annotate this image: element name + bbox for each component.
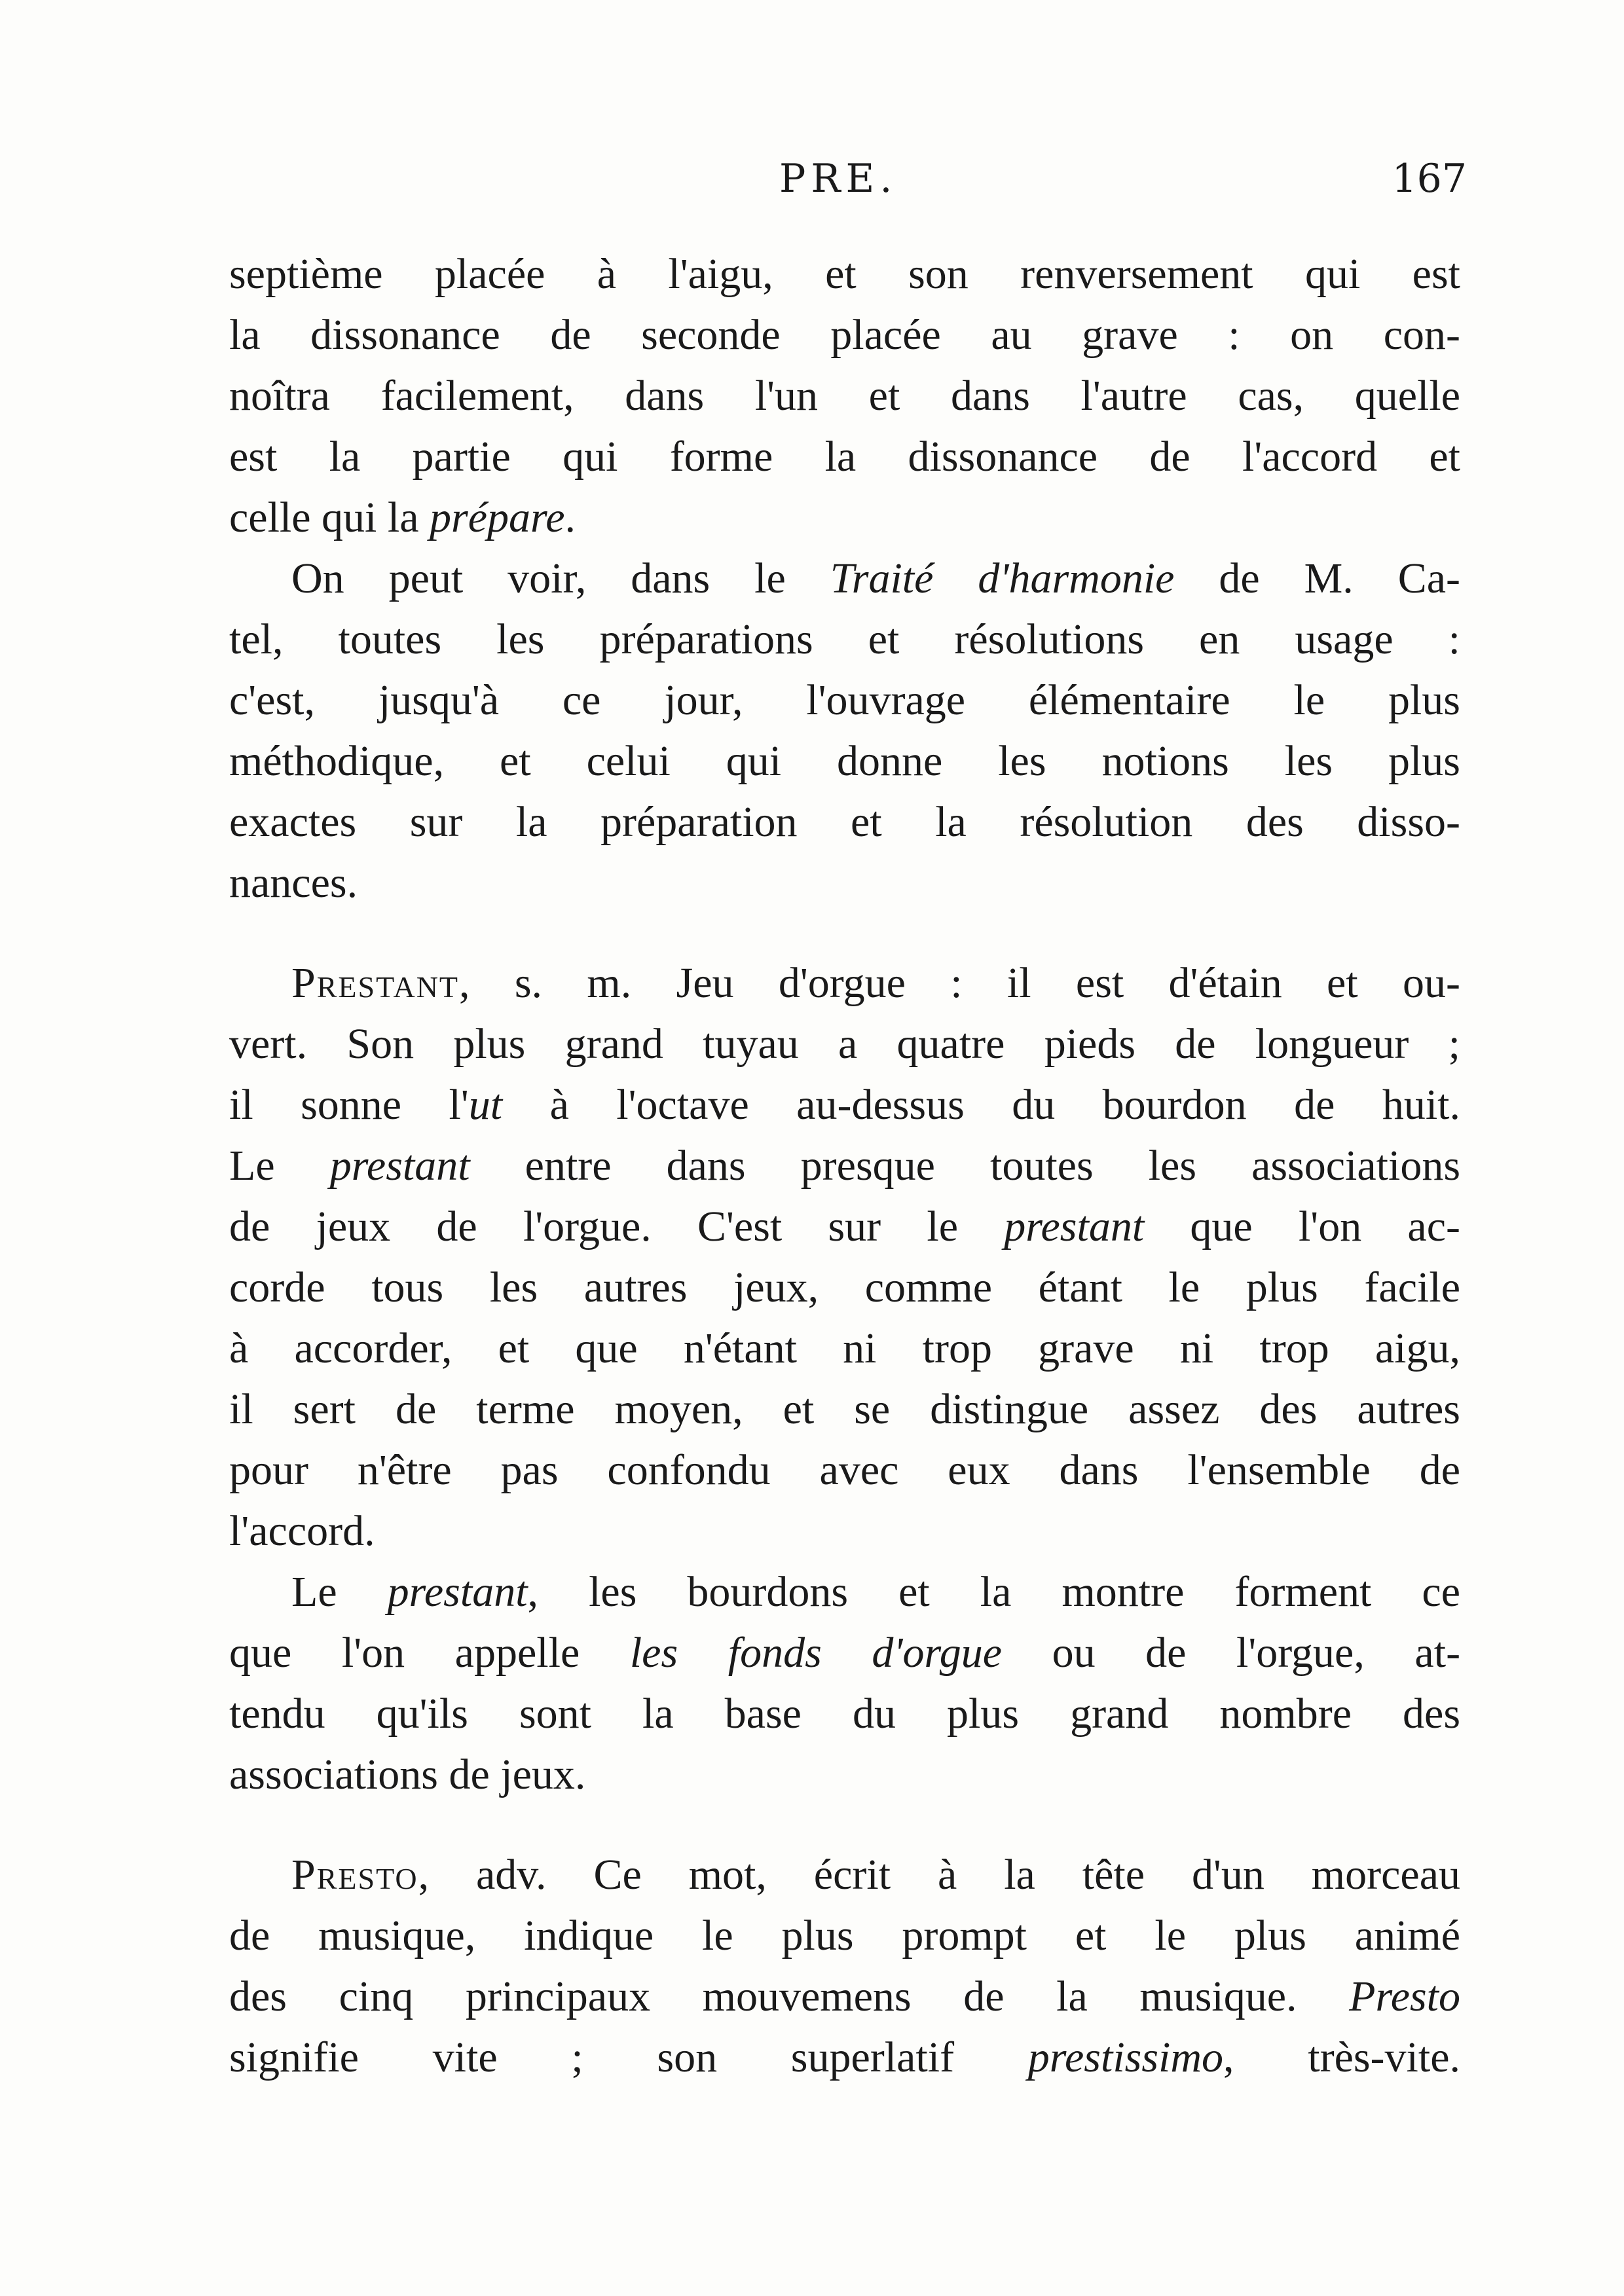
paragraph-catel <box>229 548 1460 913</box>
text-fragment: il sonne l' <box>229 1081 469 1129</box>
text-line: c'est, jusqu'à ce jour, l'ouvrage élémentaire le plus <box>229 676 1460 724</box>
page-number: 167 <box>1392 156 1467 202</box>
entry-term: Presto <box>291 1851 418 1899</box>
text-line <box>229 1135 1460 1196</box>
text-line: noîtra facilement, dans l'un et dans l'autre cas, quelle <box>229 372 1460 420</box>
text-line <box>229 487 1460 548</box>
text-line: tendu qu'ils sont la base du plus grand nombre des <box>229 1690 1460 1738</box>
text-line <box>229 1622 1460 1683</box>
italic-word: prestissimo <box>1027 2033 1224 2081</box>
text-line <box>229 953 1460 1013</box>
text-line: associations de jeux. <box>229 1751 586 1798</box>
text-fragment: de jeux de l'orgue. C'est sur le <box>229 1203 959 1250</box>
text-line: septième placée à l'aigu, et son renversement qui est <box>229 250 1460 298</box>
text-line: à accorder, et que n'étant ni trop grave ni trop aigu, <box>229 1324 1460 1372</box>
text-fragment: entre dans presque toutes les associations <box>525 1142 1461 1190</box>
text-line: de musique, indique le plus prompt et le plus animé <box>229 1912 1460 1959</box>
entry-separator <box>229 1805 1460 1844</box>
text-fragment: On peut voir, dans le <box>291 555 786 602</box>
entry-term: Prestant <box>291 959 460 1007</box>
entry-prestant <box>229 953 1460 1561</box>
text-line: est la partie qui forme la dissonance de l'accord et <box>229 433 1460 481</box>
text-line: nances. <box>229 859 358 907</box>
italic-word: prestant <box>1004 1203 1145 1250</box>
text-line <box>229 1196 1460 1257</box>
text-fragment: Le <box>229 1142 275 1190</box>
text-line: méthodique, et celui qui donne les notions les plus <box>229 737 1460 785</box>
page-header <box>223 156 1467 215</box>
text-line <box>229 1561 1460 1622</box>
text-line: l'accord. <box>229 1507 375 1555</box>
text-line <box>229 1966 1460 2027</box>
text-line <box>229 1074 1460 1135</box>
text-line <box>229 1844 1460 1905</box>
text-line: corde tous les autres jeux, comme étant le plus facile <box>229 1264 1460 1311</box>
paragraph-continuation <box>229 244 1460 548</box>
italic-title: Traité d'harmonie <box>830 555 1175 602</box>
text-line: vert. Son plus grand tuyau a quatre pieds de longueur ; <box>229 1020 1460 1068</box>
text-line: la dissonance de seconde placée au grave : on con- <box>229 311 1460 359</box>
entry-separator <box>229 913 1460 953</box>
text-fragment: signifie vite ; son superlatif <box>229 2033 955 2081</box>
text-fragment: , très-vite. <box>1223 2033 1461 2081</box>
entry-presto <box>229 1844 1460 2088</box>
italic-word: ut <box>468 1081 503 1129</box>
italic-word: prestant <box>329 1142 470 1190</box>
text-line: tel, toutes les préparations et résolutions en usage : <box>229 615 1460 663</box>
text-line: pour n'être pas confondu avec eux dans l'ensemble de <box>229 1446 1460 1494</box>
italic-word: Presto <box>1349 1973 1461 2020</box>
text-fragment: de M. Ca- <box>1219 555 1461 602</box>
running-head: PRE. <box>779 156 898 202</box>
text-fragment: à l'octave au-dessus du bourdon de huit. <box>549 1081 1461 1129</box>
text-fragment: celle qui la <box>229 494 419 541</box>
text-line: exactes sur la préparation et la résolution des disso- <box>229 798 1460 846</box>
text-line: il sert de terme moyen, et se distingue assez des autres <box>229 1385 1460 1433</box>
text-fragment: ou de l'orgue, at- <box>1052 1629 1461 1677</box>
text-fragment: Le <box>291 1568 337 1616</box>
text-fragment: , adv. Ce mot, écrit à la tête d'un morceau <box>418 1851 1460 1899</box>
body-text <box>229 244 1460 2088</box>
paragraph-fonds <box>229 1561 1460 1805</box>
italic-phrase: les fonds d'orgue <box>629 1629 1002 1677</box>
text-fragment: . <box>564 494 576 541</box>
text-fragment: que l'on appelle <box>229 1629 580 1677</box>
text-fragment: des cinq principaux mouvemens de la musique. <box>229 1973 1297 2020</box>
text-line <box>229 548 1460 609</box>
text-fragment: , les bourdons et la montre forment ce <box>527 1568 1461 1616</box>
text-line <box>229 2027 1460 2088</box>
text-fragment: , s. m. Jeu d'orgue : il est d'étain et ou- <box>459 959 1460 1007</box>
text-fragment: que l'on ac- <box>1190 1203 1461 1250</box>
italic-word: prestant <box>387 1568 528 1616</box>
italic-word: prépare <box>430 494 565 541</box>
